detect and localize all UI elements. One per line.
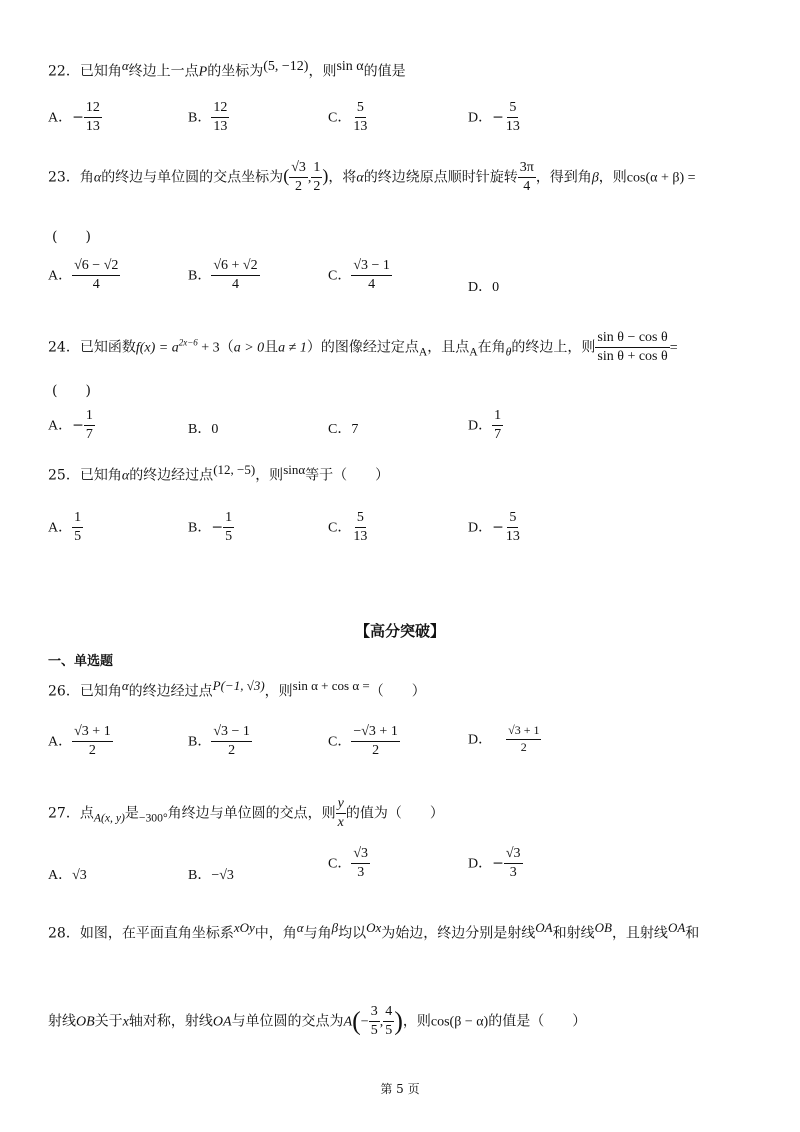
q23-expression: cos(α + β) = bbox=[626, 170, 696, 186]
q23-stem: 23．角α的终边与单位圆的交点坐标为( $\frac{√3}{2}$ , $\frac{1}{2}$ )，将α的终边绕原点顺时针旋转 $\frac{3\pi}{4}$ ，得到角β，则cos(α + β) = bbox=[48, 160, 696, 195]
q23-option-a[interactable]: A． $\frac{√6 - √2}{4}$ bbox=[48, 258, 119, 293]
fraction: $\frac{√3 - 1}{2}$ bbox=[213, 724, 250, 759]
page-number: 第 5 页 bbox=[380, 1082, 420, 1096]
q24-stem: 24．已知函数$f(x) = a^{2x-6} + 3(a > 0$且a ≠ 1）的图像经过定点$_A$，且点$_A$在角$_\theta$的终边上，则 $\frac{\text{sin θ − cos θ}}{\text{sin θ + cos θ}}$ = bbox=[48, 330, 678, 365]
fraction: $\frac{√3}{3}$ bbox=[505, 846, 521, 881]
q26-option-c[interactable]: C． $\frac{-√3 + 1}{2}$ bbox=[328, 724, 398, 759]
q26-stem: 26．已知角$^\alpha$的终边经过点$^{P(-1, √3)}$，则$^{sin \alpha + cos \alpha =}$（ ） bbox=[48, 678, 426, 700]
q28-number: 28． bbox=[48, 925, 80, 942]
q22-stem: 22．已知角$^\alpha$终边上一点P的坐标为$^{(5, -12)}$，则$^{sin \alpha}$的值是 bbox=[48, 58, 406, 80]
q25-coordinate: (12, −5) bbox=[213, 462, 256, 477]
q25-expression: sinα bbox=[283, 462, 306, 477]
q22-option-a[interactable]: A．− $\frac{12}{13}$ bbox=[48, 100, 100, 135]
q27-angle: −300° bbox=[138, 811, 168, 825]
q22-option-c[interactable]: C． $\frac{5}{13}$ bbox=[328, 100, 368, 135]
q24-answer-paren: ( ) bbox=[52, 383, 91, 399]
q27-option-c[interactable]: C． $\frac{√3}{3}$ bbox=[328, 846, 369, 881]
q24-option-b[interactable]: B．0 bbox=[188, 422, 219, 437]
q23-answer-paren: ( ) bbox=[52, 229, 91, 245]
q25-option-a[interactable]: A． $\frac{1}{5}$ bbox=[48, 510, 82, 545]
q26-option-d[interactable]: D． $\frac{√3 + 1}{2}$ bbox=[468, 723, 540, 754]
fraction: $\frac{12}{13}$ bbox=[213, 100, 228, 135]
q23-number: 23． bbox=[48, 169, 80, 186]
q25-option-d[interactable]: D．− $\frac{5}{13}$ bbox=[468, 510, 520, 545]
fraction: $\frac{3\pi}{4}$ bbox=[519, 160, 534, 195]
q26-number: 26． bbox=[48, 683, 80, 700]
fraction: $\frac{1}{5}$ bbox=[225, 510, 233, 545]
q22-option-b[interactable]: B． $\frac{12}{13}$ bbox=[188, 100, 228, 135]
fraction: $\frac{√3 - 1}{4}$ bbox=[353, 258, 390, 293]
q22-coordinate: (5, −12) bbox=[263, 59, 309, 74]
q24-option-d[interactable]: D． $\frac{1}{7}$ bbox=[468, 408, 502, 443]
fraction: $\frac{3}{5}$ bbox=[370, 1004, 378, 1039]
fraction: $\frac{12}{13}$ bbox=[85, 100, 100, 135]
q27-option-a[interactable]: A．√3 bbox=[48, 868, 87, 883]
q23-option-d[interactable]: D．0 bbox=[468, 280, 500, 295]
q22-expression: sin α bbox=[336, 59, 364, 74]
subsection-title: 一、单选题 bbox=[48, 654, 114, 669]
q27-point: A(x, y) bbox=[93, 811, 125, 825]
fraction: $\frac{5}{13}$ bbox=[353, 100, 368, 135]
q27-number: 27． bbox=[48, 805, 80, 822]
q28-stem-line2: 射线OB关于x轴对称，射线OA与单位圆的交点为A(− $\frac{3}{5}$ , $\frac{4}{5}$ )，则cos(β − α)的值是（ ） bbox=[48, 1004, 587, 1039]
q26-option-a[interactable]: A． $\frac{√3 + 1}{2}$ bbox=[48, 724, 111, 759]
fraction: $\frac{√6 + √2}{4}$ bbox=[213, 258, 258, 293]
fraction: $\frac{\text{sin θ − cos θ}}{\text{sin θ + cos θ}}$ bbox=[597, 330, 668, 365]
q24-number: 24． bbox=[48, 339, 80, 356]
alpha-symbol: α bbox=[121, 58, 129, 73]
q25-stem: 25．已知角α的终边经过点$^{(12, -5)}$，则$^{sin\alpha}$等于（ ） bbox=[48, 462, 390, 484]
q27-option-d[interactable]: D．− $\frac{√3}{3}$ bbox=[468, 846, 521, 881]
q24-option-c[interactable]: C．7 bbox=[328, 422, 359, 437]
q22-number: 22． bbox=[48, 63, 80, 80]
q25-option-b[interactable]: B．− $\frac{1}{5}$ bbox=[188, 510, 233, 545]
fraction: $\frac{1}{5}$ bbox=[74, 510, 82, 545]
q25-number: 25． bbox=[48, 467, 80, 484]
fraction: $\frac{5}{13}$ bbox=[505, 100, 520, 135]
fraction: $\frac{√6 - √2}{4}$ bbox=[74, 258, 119, 293]
q25-option-c[interactable]: C． $\frac{5}{13}$ bbox=[328, 510, 368, 545]
fraction: $\frac{4}{5}$ bbox=[385, 1004, 393, 1039]
q23-option-c[interactable]: C． $\frac{√3 - 1}{4}$ bbox=[328, 258, 390, 293]
fraction: $\frac{1}{7}$ bbox=[85, 408, 93, 443]
q28-expression: cos(β − α) bbox=[430, 1014, 489, 1030]
fraction: $\frac{-√3 + 1}{2}$ bbox=[353, 724, 398, 759]
q23-option-b[interactable]: B． $\frac{√6 + √2}{4}$ bbox=[188, 258, 258, 293]
fraction: $\frac{1}{2}$ bbox=[313, 160, 321, 195]
fraction: $\frac{√3}{3}$ bbox=[353, 846, 369, 881]
q24-function: f(x) = a bbox=[135, 340, 179, 356]
q26-option-b[interactable]: B． $\frac{√3 - 1}{2}$ bbox=[188, 724, 250, 759]
fraction: $\frac{5}{13}$ bbox=[353, 510, 368, 545]
fraction: $\frac{y}{x}$ bbox=[337, 796, 344, 831]
q27-option-b[interactable]: B．−√3 bbox=[188, 868, 234, 883]
q24-option-a[interactable]: A．− $\frac{1}{7}$ bbox=[48, 408, 93, 443]
q26-expression: sin α + cos α = bbox=[292, 678, 370, 693]
q28-stem-line1: 28．如图，在平面直角坐标系$^{xOy}$中，角$^\alpha$与角$^\beta$均以$^{Ox}$为始边，终边分别是射线$^{OA}$和射线$^{OB}$，且射线$^{OA}$和 bbox=[48, 920, 700, 942]
fraction: $\frac{√3 + 1}{2}$ bbox=[74, 724, 111, 759]
fraction: $\frac{√3 + 1}{2}$ bbox=[508, 723, 540, 754]
fraction: $\frac{√3}{2}$ bbox=[291, 160, 306, 195]
q22-option-d[interactable]: D．− $\frac{5}{13}$ bbox=[468, 100, 520, 135]
fraction: $\frac{1}{7}$ bbox=[494, 408, 502, 443]
section-title: 【高分突破】 bbox=[354, 622, 445, 640]
q26-point: P(−1, √3) bbox=[212, 678, 265, 693]
fraction: $\frac{5}{13}$ bbox=[505, 510, 520, 545]
q27-stem: 27．点$_{A(x, y)}$是$_{-300^\circ}$角终边与单位圆的交点，则 $\frac{y}{x}$ 的值为（ ） bbox=[48, 796, 444, 831]
